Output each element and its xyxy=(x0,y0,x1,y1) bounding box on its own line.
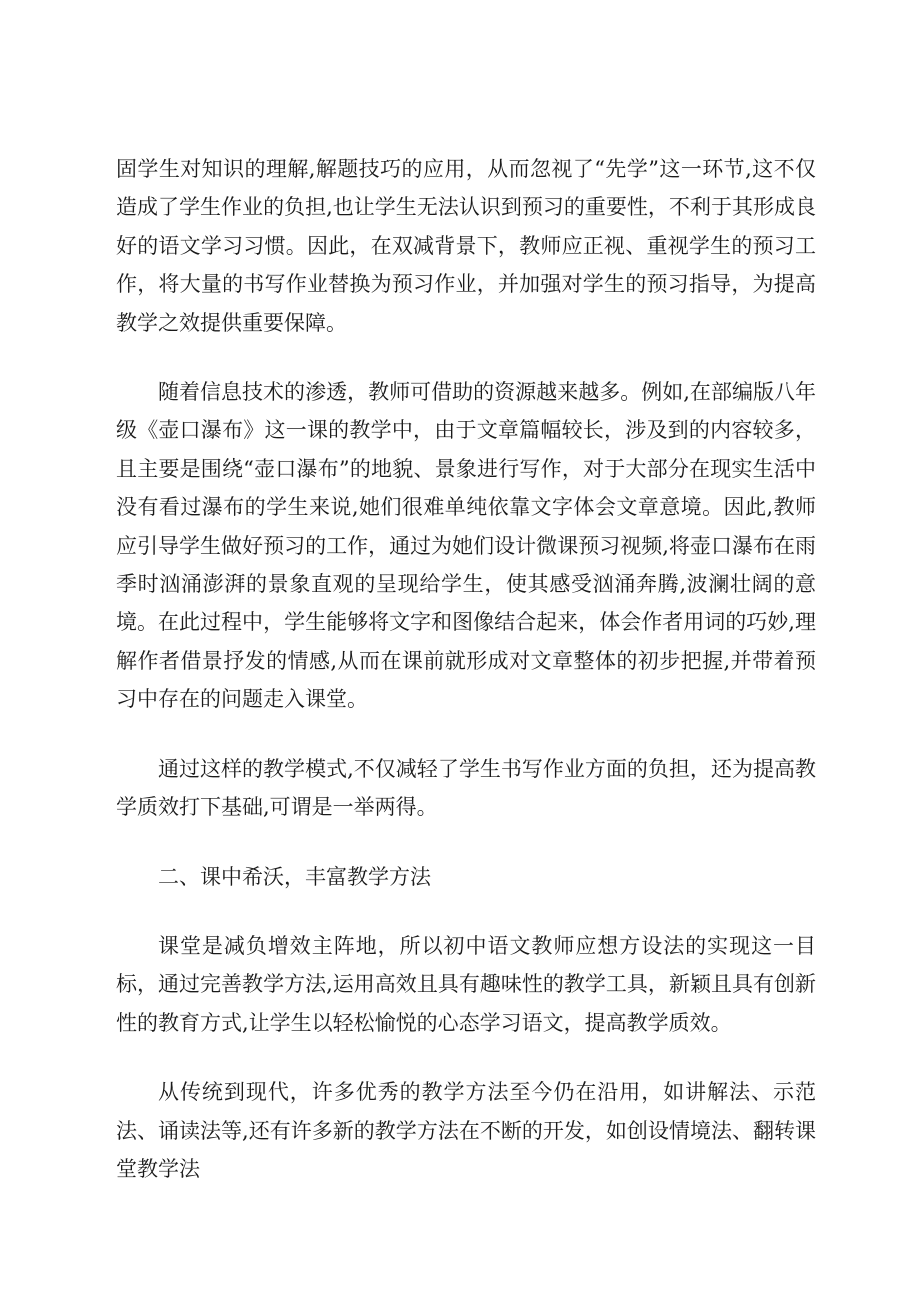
document-body xyxy=(116,150,816,1219)
paragraph-1: 固学生对知识的理解,解题技巧的应用，从而忽视了“先学”这一环节,这不仅造成了学生作业的负担,也让学生无法认识到预习的重要性，不利于其形成良好的语文学习习惯。因此，在双减背景下，教师应正视、重视学生的预习工作，将大量的书写作业替换为预习作业，并加强对学生的预习指导，为提高教学之效提供重要保障。 xyxy=(116,157,816,335)
paragraph-4: 课堂是减负增效主阵地，所以初中语文教师应想方设法的实现这一目标，通过完善教学方法,运用高效且具有趣味性的教学工具，新颖且具有创新性的教育方式,让学生以轻松愉悦的心态学习语文，提高教学质效。 xyxy=(116,933,816,1035)
paragraph-3: 通过这样的教学模式,不仅减轻了学生书写作业方面的负担，还为提高教学质效打下基础,可谓是一举两得。 xyxy=(116,756,816,820)
paragraph-5: 从传统到现代，许多优秀的教学方法至今仍在沿用，如讲解法、示范法、诵读法等,还有许多新的教学方法在不断的开发，如创设情境法、翻转课堂教学法 xyxy=(116,1080,816,1181)
section-heading: 二、课中希沃，丰富教学方法 xyxy=(158,864,431,889)
paragraph-2: 随着信息技术的渗透，教师可借助的资源越来越多。例如,在部编版八年级《壶口瀑布》这一课的教学中，由于文章篇幅较长，涉及到的内容较多，且主要是围绕“壶口瀑布”的地貌、景象进行写作，对于大部分在现实生活中没有看过瀑布的学生来说,她们很难单纯依靠文字体会文章意境。因此,教师应引导学生做好预习的工作，通过为她们设计微课预习视频,将壶口瀑布在雨季时汹涌澎湃的景象直观的呈现给学生，使其感受汹涌奔腾,波澜壮阔的意境。在此过程中，学生能够将文字和图像结合起来，体会作者用词的巧妙,理解作者借景抒发的情感,从而在课前就形成对文章整体的初步把握,并带着预习中存在的问题走入课堂。 xyxy=(116,380,816,712)
